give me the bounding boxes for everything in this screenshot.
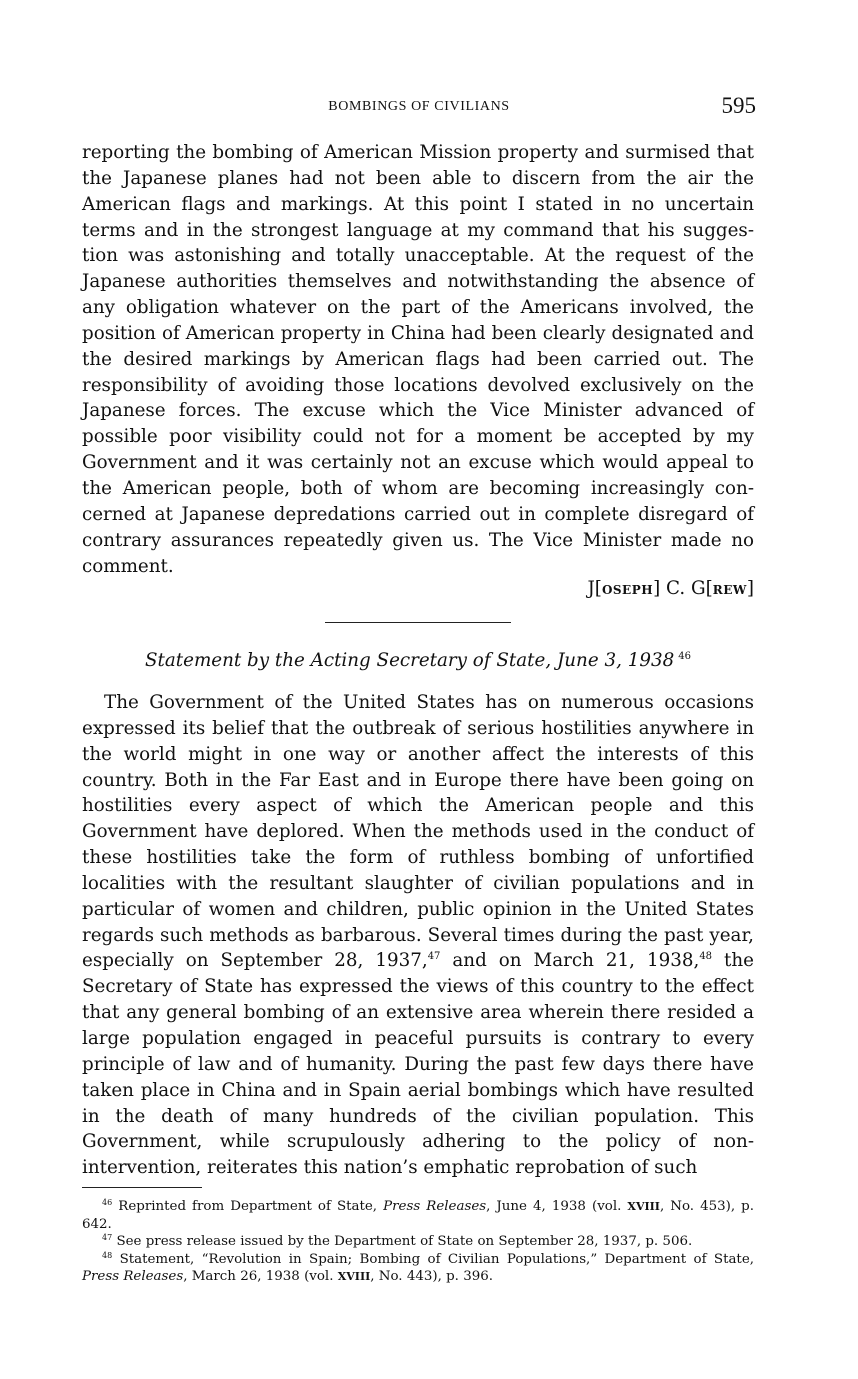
footnote-text: , June 4, 1938 (vol. — [486, 1199, 628, 1214]
footnote-47 — [82, 1233, 754, 1251]
statement-text-part3: the Secretary of State has expressed the views of this country to the effect that any general bombing of an extensive area wherein there resided a large population engaged in peaceful pursuits is contrary to every principle of law and of humanity. During the past few days there have taken place in China and in Spain aerial bombings which have resulted in the death of many hundreds of the civilian population. This Government, while scrupulously adhering to the policy of nonintervention, reiterates this nation’s emphatic reprobation of such — [82, 950, 754, 1179]
letter-paragraph: reporting the bombing of American Mission property and surmised that the Japanese planes had not been able to discern from the air the American flags and markings. At this point I stated in no uncertain terms and in the strongest language at my command that his suggestion was astonishing and totally unacceptable. At the request of the Japanese authorities themselves and notwithstanding the absence of any obligation whatever on the part of the Americans involved, the position of American property in China had been clearly designated and the desired markings by American flags had been carried out. The responsibility of avoiding those locations devolved exclusively on the Japanese forces. The excuse which the Vice Minister advanced of possible poor visibility could not for a moment be accepted by my Government and it was certainly not an excuse which would appeal to the American people, both of whom are becoming increasingly concerned at Japanese depredations carried out in complete disregard of contrary assurances repeatedly given us. The Vice Minister made no comment. — [82, 142, 754, 577]
signature-middle: C. — [666, 578, 686, 599]
heading-footnote-ref: 46 — [678, 651, 691, 662]
section-divider — [325, 622, 511, 623]
footnote-46 — [82, 1198, 754, 1233]
signature-first-initial: J — [587, 578, 595, 599]
signature: J[OSEPH] C. G[REW] — [587, 578, 754, 599]
footnote-italic: Press Releases — [383, 1199, 487, 1214]
footnote-number: 47 — [102, 1233, 113, 1242]
footnote-number: 48 — [102, 1250, 113, 1260]
section-heading-text: Statement by the Acting Secretary of State, June 3, 1938 — [145, 650, 675, 671]
page-number: 595 — [721, 93, 756, 118]
footnote-rule — [82, 1187, 202, 1188]
footnote-number: 46 — [102, 1198, 113, 1207]
footnote-volume: XVIII — [337, 1270, 371, 1283]
section-heading — [82, 650, 754, 671]
statement-text-part2: and on March 21, 1938, — [440, 950, 700, 972]
signature-first-rest: OSEPH — [601, 583, 654, 597]
footnote-ref-48: 48 — [699, 951, 713, 963]
footnote-volume: XVIII — [627, 1200, 660, 1213]
footnote-ref-47: 47 — [427, 951, 441, 963]
footnote-48 — [82, 1251, 754, 1286]
running-title: BOMBINGS OF CIVILIANS — [328, 99, 510, 114]
footnote-text: , No. 453), p. 642. — [82, 1199, 755, 1232]
signature-last-rest: REW — [712, 583, 747, 597]
running-head — [82, 93, 756, 123]
signature-last-initial: G — [691, 578, 706, 599]
footnote-text: , March 26, 1938 (vol. — [183, 1269, 338, 1284]
footnote-text: See press release issued by the Department of State on September 28, 1937, p. 506. — [116, 1234, 693, 1249]
footnotes — [82, 1198, 754, 1286]
footnote-text: Statement, “Revolution in Spain; Bombing of Civilian Populations,” Department of State, — [119, 1251, 754, 1267]
footnote-italic: Press Releases — [82, 1269, 184, 1284]
footnote-text: Reprinted from Department of State, — [118, 1199, 384, 1214]
footnote-text: , No. 443), p. 396. — [370, 1269, 494, 1284]
statement-paragraph — [82, 690, 754, 1181]
statement-text-part1: The Government of the United States has on numerous occasions expressed its belief that the outbreak of serious hostilities anywhere in the world might in one way or another affect the interests of this country. Both in the Far East and in Europe there have been going on hostilities every aspect of which the American people and this Government have deplored. When the methods used in the conduct of these hostilities take the form of ruthless bombing of unfortified localities with the resultant slaughter of civilian populations and in particular of women and children, public opinion in the United States regards such methods as barbarous. Several times during the past year, especially on September 28, 1937, — [82, 692, 754, 972]
